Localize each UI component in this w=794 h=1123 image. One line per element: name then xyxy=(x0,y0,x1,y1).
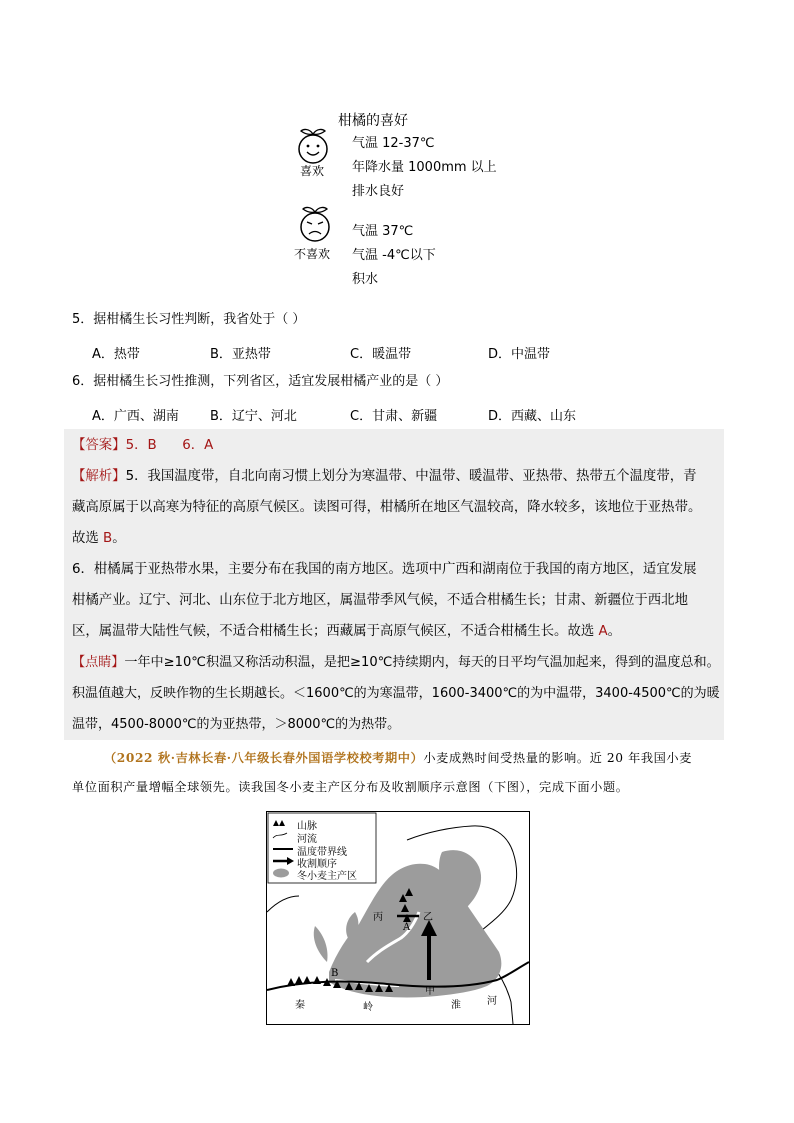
analysis-line-3 xyxy=(72,523,724,554)
label-he: 河 xyxy=(487,996,497,1007)
label-b: B xyxy=(331,968,339,979)
wheat-map xyxy=(266,811,530,1025)
dislike-item: 气温 37℃ xyxy=(352,224,414,239)
analysis-text: 5．我国温度带，自北向南习惯上划分为寒温带、中温带、暖温带、亚热带、热带五个温度带，青 xyxy=(125,469,697,484)
answer-text: 5．B 6．A xyxy=(125,438,214,453)
tip-tag: 【点睛】 xyxy=(72,655,125,670)
q6-option-c: C．甘肃、新疆 xyxy=(350,409,438,424)
legend-item-river: 河流 xyxy=(297,834,317,845)
answer-line xyxy=(72,430,724,461)
label-yi: 乙 xyxy=(423,912,433,923)
label-ling: 岭 xyxy=(363,1002,373,1013)
like-label: 喜欢 xyxy=(300,164,325,178)
tip-line-1 xyxy=(72,647,724,678)
tip-line-3: 温带，4500-8000℃的为亚热带，＞8000℃的为热带。 xyxy=(72,717,401,732)
tip-text: 一年中≥10℃积温又称活动积温，是把≥10℃持续期内，每天的日平均气温加起来，得到的温度总和。 xyxy=(124,655,720,670)
analysis-line-1 xyxy=(72,461,724,492)
context-line-2: 单位面积产量增幅全球领先。读我国冬小麦主产区分布及收割顺序示意图（下图），完成下面小题。 xyxy=(72,780,629,794)
answer-choice: B xyxy=(103,531,113,546)
label-bing: 丙 xyxy=(373,912,383,923)
legend-item-wheat-area: 冬小麦主产区 xyxy=(297,871,357,882)
answer-tag: 【答案】 xyxy=(72,438,126,453)
analysis-line-5: 柑橘产业。辽宁、河北、山东位于北方地区，属温带季风气候，不适合柑橘生长；甘肃、新疆位于西北地 xyxy=(72,593,688,608)
label-jia: 甲 xyxy=(425,986,435,997)
like-item: 排水良好 xyxy=(352,184,405,199)
q5-option-a: A．热带 xyxy=(92,347,140,362)
analysis-text: 。 xyxy=(112,531,126,546)
sad-orange-icon xyxy=(294,203,336,245)
label-a: A xyxy=(403,922,411,933)
q5-option-d: D．中温带 xyxy=(488,347,551,362)
question-6-stem: 6．据柑橘生长习性推测，下列省区，适宜发展柑橘产业的是（ ） xyxy=(72,374,449,389)
answer-choice: A xyxy=(598,624,608,639)
q6-option-b: B．辽宁、河北 xyxy=(210,409,297,424)
analysis-line-6 xyxy=(72,616,724,647)
q6-option-a: A．广西、湖南 xyxy=(92,409,179,424)
like-item: 年降水量 1000mm 以上 xyxy=(352,160,497,175)
analysis-tag: 【解析】 xyxy=(72,469,126,484)
like-item: 气温 12-37℃ xyxy=(352,136,435,151)
happy-orange-icon xyxy=(292,125,334,167)
context-source: （2022 秋·吉林长春·八年级长春外国语学校校考期中） xyxy=(104,751,424,765)
label-qin: 秦 xyxy=(295,1000,305,1011)
legend-item-boundary: 温度带界线 xyxy=(297,847,347,858)
analysis-text: 。 xyxy=(607,624,622,639)
figure-title: 柑橘的喜好 xyxy=(338,113,408,129)
analysis-line-4: 6．柑橘属于亚热带水果，主要分布在我国的南方地区。选项中广西和湖南位于我国的南方地区，适宜发展 xyxy=(72,562,697,577)
dislike-item: 积水 xyxy=(352,272,379,287)
dislike-label: 不喜欢 xyxy=(294,247,331,261)
q5-option-b: B．亚热带 xyxy=(210,347,271,362)
q6-option-d: D．西藏、山东 xyxy=(488,409,577,424)
legend-item-harvest-order: 收割顺序 xyxy=(297,859,337,870)
dislike-item: 气温 -4℃以下 xyxy=(352,248,436,263)
analysis-text: 故选 xyxy=(72,531,104,546)
q5-option-c: C．暖温带 xyxy=(350,347,412,362)
dislikes-list xyxy=(352,220,436,292)
analysis-line-2: 藏高原属于以高寒为特征的高原气候区。读图可得，柑橘所在地区气温较高，降水较多，该地位于亚热带。 xyxy=(72,500,702,515)
context-line-1 xyxy=(104,749,692,766)
question-5-stem: 5．据柑橘生长习性判断，我省处于（ ） xyxy=(72,312,306,327)
analysis-text: 区，属温带大陆性气候，不适合柑橘生长；西藏属于高原气候区，不适合柑橘生长。故选 xyxy=(72,624,599,639)
legend-item-mountain: 山脉 xyxy=(297,821,317,832)
likes-list xyxy=(352,132,497,204)
label-huai: 淮 xyxy=(451,1000,461,1011)
tip-line-2: 积温值越大，反映作物的生长期越长。＜1600℃的为寒温带，1600-3400℃的为中温带，3400-4500℃的为暖 xyxy=(72,686,720,701)
context-text: 小麦成熟时间受热量的影响。近 20 年我国小麦 xyxy=(423,751,693,765)
